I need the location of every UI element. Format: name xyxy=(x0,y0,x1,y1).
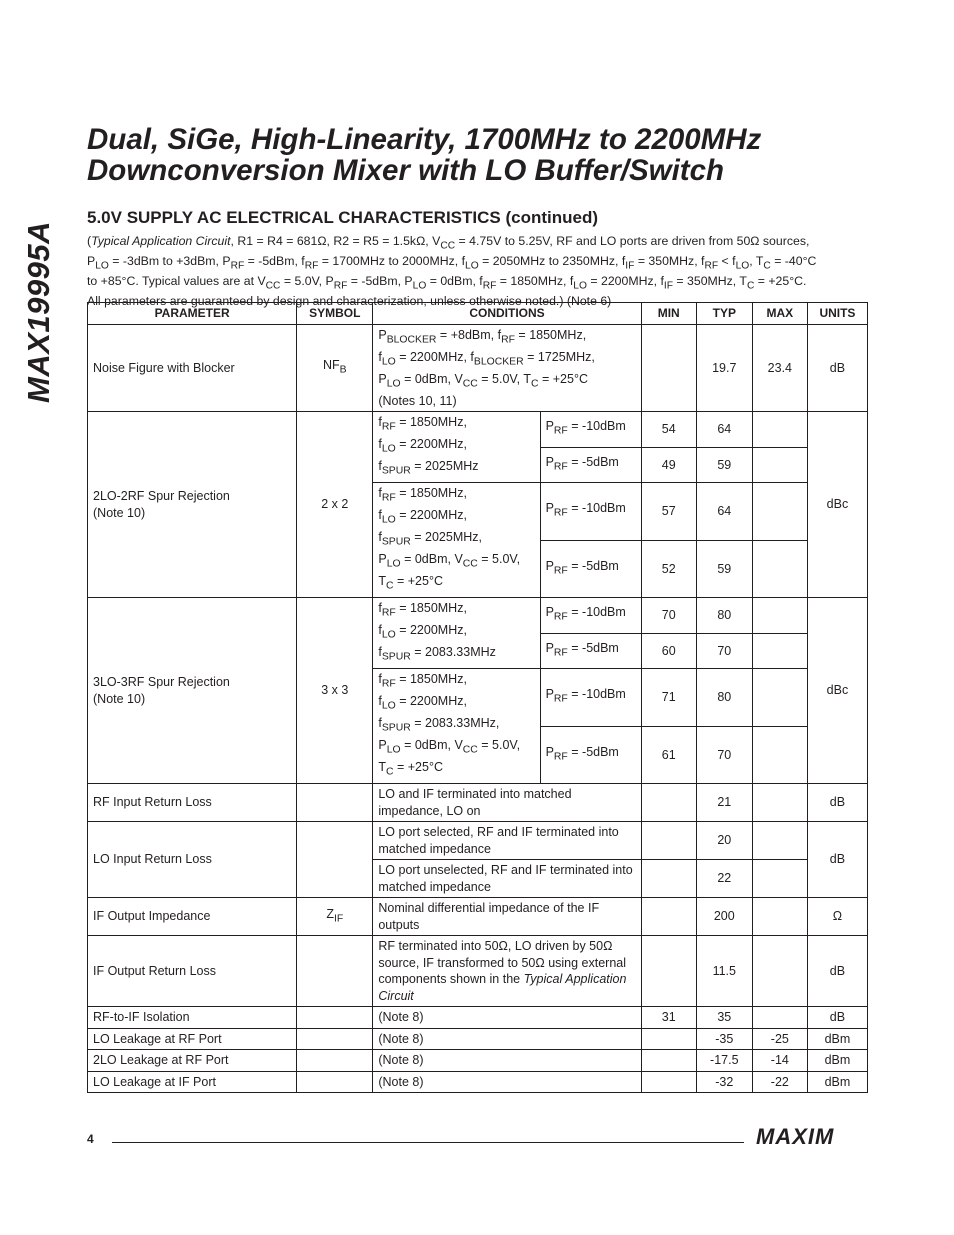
header-min: MIN xyxy=(641,303,696,325)
conditions-cell: $f_{RF} = 1850MHz$, $f_{LO} = 2200MHz$, $f_{SPUR} = 2025MHz$ xyxy=(373,412,540,483)
typ-cell: 20 xyxy=(696,822,752,860)
header-typ: TYP xyxy=(696,303,752,325)
title-line-1: Dual, SiGe, High-Linearity, 1700MHz to 2200MHz xyxy=(87,123,762,156)
min-cell: 52 xyxy=(641,540,696,598)
min-cell: 49 xyxy=(641,447,696,483)
table-header-row xyxy=(88,303,868,325)
units-cell: dB xyxy=(807,1007,867,1029)
typ-cell: 64 xyxy=(696,412,752,448)
max-cell xyxy=(752,633,807,669)
param-if-impedance: IF Output Impedance xyxy=(88,898,297,936)
min-cell xyxy=(641,860,696,898)
param-lo-leakage-if: LO Leakage at IF Port xyxy=(88,1071,297,1093)
conditions-cell: $f_{RF} = 1850MHz$, $f_{LO} = 2200MHz$, $f_{SPUR} = 2083.33MHz$, $P_{LO} = 0dBm$, $V_{CC} = 5.0V$, $T_C = +25^\circ C$ xyxy=(373,669,540,784)
param-if-return-loss: IF Output Return Loss xyxy=(88,936,297,1007)
conditions-cell: (Note 8) xyxy=(373,1007,641,1029)
conditions-cell: $f_{RF} = 1850MHz$, $f_{LO} = 2200MHz$, $f_{SPUR} = 2083.33MHz$ xyxy=(373,598,540,669)
table-row xyxy=(88,1071,868,1093)
table-row xyxy=(88,1050,868,1072)
typ-cell: 35 xyxy=(696,1007,752,1029)
conditions-cell: (Note 8) xyxy=(373,1028,641,1050)
param-rf-return-loss: RF Input Return Loss xyxy=(88,784,297,822)
symbol-cell: 3 x 3 xyxy=(297,598,373,784)
units-cell: dBc xyxy=(807,412,867,598)
typ-cell: 22 xyxy=(696,860,752,898)
maxim-logo: MAXIM xyxy=(756,1124,835,1149)
units-cell: Ω xyxy=(807,898,867,936)
page-number: 4 xyxy=(87,1132,94,1146)
conditions-cell: $P_{BLOCKER} = +8dBm$, $f_{RF} = 1850MHz$, $f_{LO} = 2200MHz$, $f_{BLOCKER} = 1725MHz$, $P_{LO} = 0dBm$, $V_{CC} = 5.0V$, $T_C = +25^\circ C$ (Notes 10, 11) xyxy=(373,324,641,412)
ac-characteristics-table xyxy=(87,302,868,1093)
table-row xyxy=(88,822,868,860)
header-parameter: PARAMETER xyxy=(88,303,297,325)
max-cell: 23.4 xyxy=(752,324,807,412)
min-cell xyxy=(641,1028,696,1050)
table-row xyxy=(88,412,868,448)
units-cell: dB xyxy=(807,936,867,1007)
rf-power-cell: $P_{RF} = -5dBm$ xyxy=(540,633,641,669)
min-cell xyxy=(641,1050,696,1072)
table-row xyxy=(88,1028,868,1050)
param-lo-leakage-rf: LO Leakage at RF Port xyxy=(88,1028,297,1050)
symbol-cell: 2 x 2 xyxy=(297,412,373,598)
param-noise-figure: Noise Figure with Blocker xyxy=(88,324,297,412)
typ-cell: 200 xyxy=(696,898,752,936)
conditions-cell: (Note 8) xyxy=(373,1050,641,1072)
page-title xyxy=(87,124,887,186)
symbol-cell xyxy=(297,1050,373,1072)
min-cell: 70 xyxy=(641,598,696,634)
rf-power-cell: $P_{RF} = -10dBm$ xyxy=(540,669,641,727)
table-row xyxy=(88,898,868,936)
conditions-intro: (Typical Application Circuit, R1 = R4 = 681Ω, R2 = R5 = 1.5kΩ, $V_{CC} = 4.75V$ to 5.25V, RF and LO ports are driven from 50Ω sources, $P_{LO} = -3dBm$ to +3dBm, $P_{RF} = -5dBm$, $f_{RF} = 1700MHz$ to 2000MHz, $f_{LO} = 2050MHz$ to 2350MHz, $f_{IF} = 350MHz$, $f_{RF} < f_{LO}$, $T_C = -40^\circ C$ to +85°C. Typical values are at $V_{CC} = 5.0V$, $P_{RF} = -5dBm$, $P_{LO} = 0dBm$, $f_{RF} = 1850MHz$, $f_{LO} = 2200MHz$, $f_{IF} = 350MHz$, $T_C = +25^\circ C$. All parameters are guaranteed by design and characterization, unless otherwise noted.) (Note 6) xyxy=(87,234,817,308)
max-cell xyxy=(752,412,807,448)
conditions-cell: LO port unselected, RF and IF terminated into matched impedance xyxy=(373,860,641,898)
min-cell xyxy=(641,1071,696,1093)
conditions-cell: LO and IF terminated into matched impedance, LO on xyxy=(373,784,641,822)
rf-power-cell: $P_{RF} = -10dBm$ xyxy=(540,483,641,541)
min-cell xyxy=(641,324,696,412)
footer-rule xyxy=(112,1142,744,1143)
max-cell: -22 xyxy=(752,1071,807,1093)
max-cell xyxy=(752,1007,807,1029)
min-cell: 31 xyxy=(641,1007,696,1029)
typ-cell: 59 xyxy=(696,540,752,598)
typ-cell: 11.5 xyxy=(696,936,752,1007)
symbol-cell xyxy=(297,1071,373,1093)
param-lo-return-loss: LO Input Return Loss xyxy=(88,822,297,898)
typ-cell: 80 xyxy=(696,669,752,727)
typ-cell: -32 xyxy=(696,1071,752,1093)
max-cell xyxy=(752,540,807,598)
max-cell xyxy=(752,860,807,898)
max-cell: -25 xyxy=(752,1028,807,1050)
symbol-cell xyxy=(297,1007,373,1029)
min-cell xyxy=(641,784,696,822)
rf-power-cell: $P_{RF} = -5dBm$ xyxy=(540,447,641,483)
max-cell xyxy=(752,898,807,936)
typ-cell: 19.7 xyxy=(696,324,752,412)
max-cell xyxy=(752,784,807,822)
table-row xyxy=(88,598,868,634)
param-rf-if-isolation: RF-to-IF Isolation xyxy=(88,1007,297,1029)
typ-cell: 70 xyxy=(696,726,752,784)
title-line-2: Downconversion Mixer with LO Buffer/Switch xyxy=(87,154,725,187)
typ-cell: 80 xyxy=(696,598,752,634)
table-row xyxy=(88,324,868,412)
symbol-cell: $Z_{IF}$ xyxy=(297,898,373,936)
max-cell xyxy=(752,726,807,784)
conditions-cell: LO port selected, RF and IF terminated into matched impedance xyxy=(373,822,641,860)
table-row xyxy=(88,936,868,1007)
max-cell: -14 xyxy=(752,1050,807,1072)
symbol-cell: $NF_B$ xyxy=(297,324,373,412)
rf-power-cell: $P_{RF} = -10dBm$ xyxy=(540,598,641,634)
symbol-cell xyxy=(297,822,373,898)
symbol-cell xyxy=(297,1028,373,1050)
max-cell xyxy=(752,822,807,860)
units-cell: dB xyxy=(807,822,867,898)
conditions-cell: (Note 8) xyxy=(373,1071,641,1093)
typ-cell: 70 xyxy=(696,633,752,669)
max-cell xyxy=(752,598,807,634)
units-cell: dBm xyxy=(807,1050,867,1072)
min-cell: 71 xyxy=(641,669,696,727)
min-cell: 61 xyxy=(641,726,696,784)
min-cell: 57 xyxy=(641,483,696,541)
side-part-number-text: MAX19995A xyxy=(21,221,56,403)
max-cell xyxy=(752,447,807,483)
side-part-number xyxy=(14,212,64,412)
param-2lo-leakage-rf: 2LO Leakage at RF Port xyxy=(88,1050,297,1072)
max-cell xyxy=(752,483,807,541)
typ-cell: -35 xyxy=(696,1028,752,1050)
table-row xyxy=(88,1007,868,1029)
table-row xyxy=(88,784,868,822)
typ-cell: 64 xyxy=(696,483,752,541)
units-cell: dB xyxy=(807,784,867,822)
header-symbol: SYMBOL xyxy=(297,303,373,325)
symbol-cell xyxy=(297,784,373,822)
conditions-cell: Nominal differential impedance of the IF outputs xyxy=(373,898,641,936)
min-cell xyxy=(641,936,696,1007)
units-cell: dB xyxy=(807,324,867,412)
header-conditions: CONDITIONS xyxy=(373,303,641,325)
rf-power-cell: $P_{RF} = -5dBm$ xyxy=(540,540,641,598)
max-cell xyxy=(752,669,807,727)
conditions-cell: $f_{RF} = 1850MHz$, $f_{LO} = 2200MHz$, $f_{SPUR} = 2025MHz$, $P_{LO} = 0dBm$, $V_{CC} = 5.0V$, $T_C = +25^\circ C$ xyxy=(373,483,540,598)
param-3x3-spur: 3LO-3RF Spur Rejection (Note 10) xyxy=(88,598,297,784)
units-cell: dBm xyxy=(807,1071,867,1093)
min-cell: 54 xyxy=(641,412,696,448)
typ-cell: 59 xyxy=(696,447,752,483)
min-cell xyxy=(641,822,696,860)
typ-cell: -17.5 xyxy=(696,1050,752,1072)
units-cell: dBm xyxy=(807,1028,867,1050)
min-cell xyxy=(641,898,696,936)
rf-power-cell: $P_{RF} = -5dBm$ xyxy=(540,726,641,784)
symbol-cell xyxy=(297,936,373,1007)
min-cell: 60 xyxy=(641,633,696,669)
header-max: MAX xyxy=(752,303,807,325)
conditions-cell: RF terminated into 50Ω, LO driven by 50Ω source, IF transformed to 50Ω using external components shown in the Typical Application Circuit xyxy=(373,936,641,1007)
section-title: 5.0V SUPPLY AC ELECTRICAL CHARACTERISTICS (continued) xyxy=(87,208,598,227)
param-2x2-spur: 2LO-2RF Spur Rejection (Note 10) xyxy=(88,412,297,598)
header-units: UNITS xyxy=(807,303,867,325)
typ-cell: 21 xyxy=(696,784,752,822)
max-cell xyxy=(752,936,807,1007)
units-cell: dBc xyxy=(807,598,867,784)
rf-power-cell: $P_{RF} = -10dBm$ xyxy=(540,412,641,448)
